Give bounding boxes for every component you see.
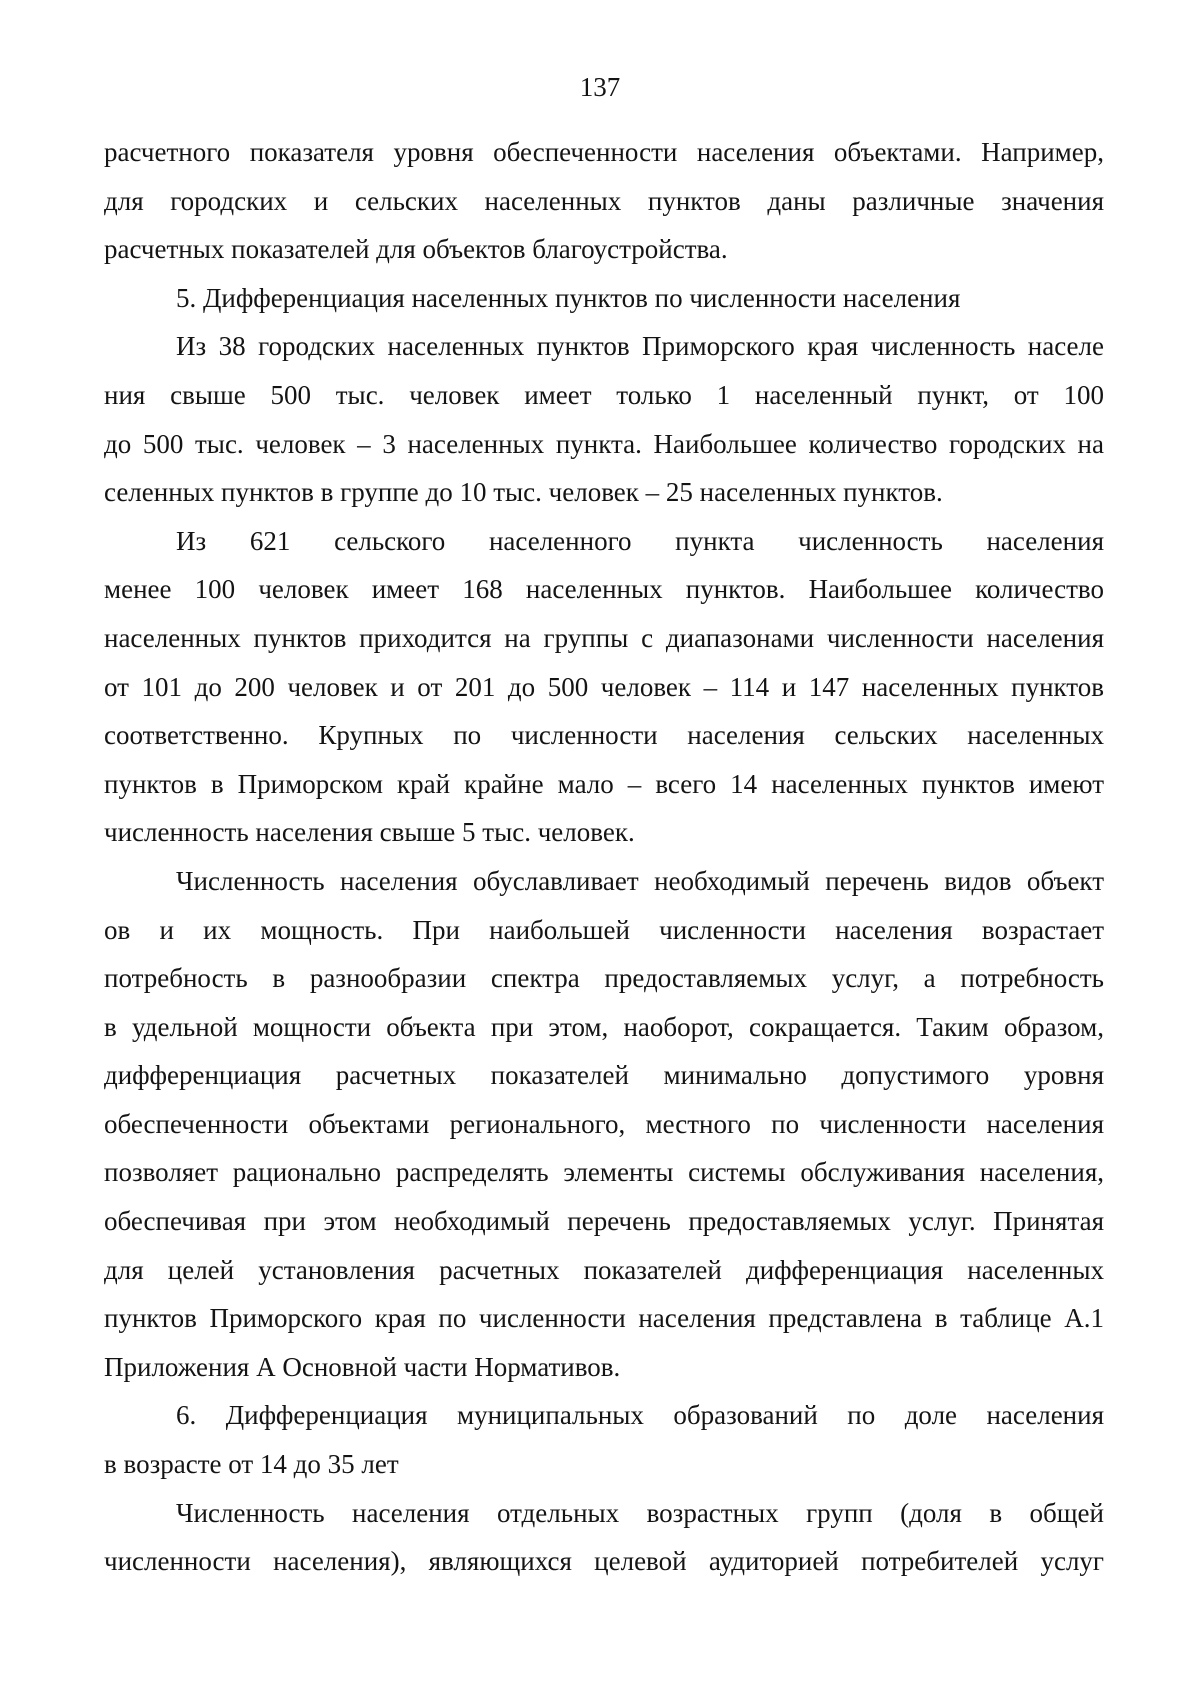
text-line: Из 621 сельского населенного пункта численность населения [176,525,1104,556]
text-line: в удельной мощности объекта при этом, наоборот, сокращается. Таким образом, [104,1011,1104,1042]
section-heading-5: 5. Дифференциация населенных пунктов по численности населения [176,282,961,313]
text-line: ов и их мощность. При наибольшей численности населения возрастает [104,914,1104,945]
text-line: пунктов в Приморском край крайне мало – всего 14 населенных пунктов имеют [104,768,1104,799]
text-line: ния свыше 500 тыс. человек имеет только 1 населенный пункт, от 100 [104,379,1104,410]
text-line: расчетных показателей для объектов благоустройства. [104,234,728,265]
text-line: менее 100 человек имеет 168 населенных пунктов. Наибольшее количество [104,574,1104,605]
text-line: пунктов Приморского края по численности населения представлена в таблице А.1 [104,1303,1104,1334]
text-line: обеспеченности объектами регионального, местного по численности населения [104,1108,1104,1139]
text-line: потребность в разнообразии спектра предоставляемых услуг, а потребность [104,963,1104,994]
text-line: селенных пунктов в группе до 10 тыс. человек – 25 населенных пунктов. [104,477,943,508]
text-line: Численность населения обуславливает необходимый перечень видов объект [176,865,1104,896]
section-heading-6-cont: в возрасте от 14 до 35 лет [104,1449,399,1480]
text-line: для городских и сельских населенных пунктов даны различные значения [104,185,1104,216]
text-line: дифференциация расчетных показателей минимально допустимого уровня [104,1060,1104,1091]
section-heading-6: 6. Дифференциация муниципальных образований по доле населения [176,1400,1104,1431]
text-line: Приложения А Основной части Нормативов. [104,1351,621,1382]
text-line: до 500 тыс. человек – 3 населенных пункта. Наибольшее количество городских на [104,428,1104,459]
text-line: от 101 до 200 человек и от 201 до 500 человек – 114 и 147 населенных пунктов [104,671,1104,702]
text-line: позволяет рационально распределять элементы системы обслуживания населения, [104,1157,1104,1188]
text-line: соответственно. Крупных по численности населения сельских населенных [104,720,1104,751]
text-line: численность населения свыше 5 тыс. человек. [104,817,635,848]
body-text [104,128,1104,1586]
text-line: населенных пунктов приходится на группы с диапазонами численности населения [104,622,1104,653]
text-line: Численность населения отдельных возрастных групп (доля в общей [176,1497,1104,1528]
page-number: 137 [579,72,621,102]
text-line: Из 38 городских населенных пунктов Приморского края численность населе [176,331,1104,362]
text-line: обеспечивая при этом необходимый перечень предоставляемых услуг. Принятая [104,1206,1104,1237]
text-line: численности населения), являющихся целевой аудиторией потребителей услуг [104,1546,1104,1577]
text-line: для целей установления расчетных показателей дифференциация населенных [104,1254,1104,1285]
text-line: расчетного показателя уровня обеспеченности населения объектами. Например, [104,137,1104,167]
